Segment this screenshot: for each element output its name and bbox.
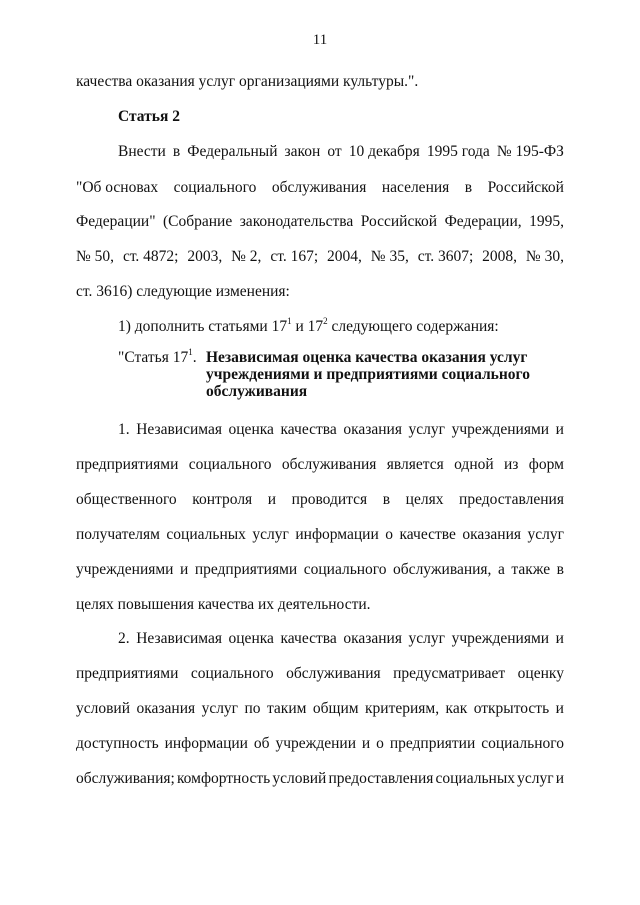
word: таким bbox=[266, 700, 307, 717]
word: общим bbox=[312, 700, 359, 717]
word: и bbox=[555, 630, 564, 647]
new-article-title-line-2: учреждениями и предприятиями социального bbox=[206, 366, 530, 383]
word: оказания bbox=[462, 526, 521, 543]
word: условий bbox=[272, 770, 327, 787]
word: ст. 167; bbox=[270, 248, 319, 265]
word: предоставления bbox=[459, 491, 564, 508]
word: обслуживания; bbox=[76, 770, 175, 787]
word: оценка bbox=[228, 421, 274, 438]
word: качества bbox=[280, 421, 337, 438]
word: ст. 4872; bbox=[122, 248, 179, 265]
word: Российской bbox=[360, 213, 438, 230]
word: обслуживания, bbox=[393, 561, 492, 578]
paragraph2-line-5 bbox=[76, 769, 564, 789]
word: общественного bbox=[76, 491, 177, 508]
amendment-line bbox=[118, 317, 499, 337]
word: обслуживания bbox=[281, 456, 377, 473]
word: № 30, bbox=[525, 248, 564, 265]
amendment-sup-1: 1 bbox=[287, 316, 292, 326]
word: социальных bbox=[435, 770, 515, 787]
new-article-title-line-1: Независимая оценка качества оказания услуг bbox=[206, 349, 528, 366]
word: контроля bbox=[192, 491, 253, 508]
word: 2008, bbox=[482, 248, 518, 265]
word: и bbox=[555, 700, 564, 717]
paragraph1-line-1 bbox=[118, 420, 564, 440]
word: открытость bbox=[473, 700, 550, 717]
word: от bbox=[327, 143, 342, 160]
word: в bbox=[556, 561, 564, 578]
word: качестве bbox=[399, 526, 456, 543]
word: услуг bbox=[201, 700, 239, 717]
word: об bbox=[253, 735, 270, 752]
word: Федеральный bbox=[187, 143, 278, 160]
word: учреждениями bbox=[451, 630, 550, 647]
preamble-line-1 bbox=[118, 142, 564, 162]
amendment-prefix: 1) дополнить статьями 17 bbox=[118, 318, 288, 335]
new-article-label bbox=[118, 349, 197, 366]
word: "Об основах bbox=[76, 179, 159, 196]
word: одной bbox=[454, 456, 494, 473]
word: № 35, bbox=[370, 248, 409, 265]
word: оказания bbox=[136, 700, 196, 717]
word: услуг bbox=[252, 526, 289, 543]
word: о bbox=[376, 735, 384, 752]
word: по bbox=[244, 700, 261, 717]
preamble-line-4 bbox=[76, 247, 564, 267]
word: как bbox=[445, 700, 468, 717]
word: услуг bbox=[517, 770, 554, 787]
word: обслуживания bbox=[271, 179, 367, 196]
new-article-label-sup: 1 bbox=[188, 347, 193, 357]
word: оценку bbox=[517, 665, 564, 682]
word: 2003, bbox=[187, 248, 223, 265]
word: № 195-ФЗ bbox=[496, 143, 564, 160]
word: предприятии bbox=[389, 735, 476, 752]
word: оценка bbox=[228, 630, 274, 647]
word: информации bbox=[295, 526, 379, 543]
preamble-line-3 bbox=[76, 212, 564, 232]
word: социального bbox=[303, 561, 387, 578]
article-heading: Статья 2 bbox=[118, 108, 180, 125]
word: Федерации, bbox=[444, 213, 522, 230]
word: обслуживания bbox=[286, 665, 381, 682]
word: социальных bbox=[166, 526, 246, 543]
word: информации bbox=[164, 735, 248, 752]
word: № 2, bbox=[231, 248, 262, 265]
paragraph2-line-2 bbox=[76, 664, 564, 684]
word: Независимая bbox=[136, 630, 222, 647]
word: качества bbox=[280, 630, 337, 647]
word: социального bbox=[173, 179, 257, 196]
word: (Собрание bbox=[162, 213, 233, 230]
word: о bbox=[385, 526, 393, 543]
word: услуг bbox=[408, 421, 446, 438]
paragraph1-line-6: целях повышения качества их деятельности. bbox=[76, 596, 371, 613]
word: Внести bbox=[118, 143, 166, 160]
word: № 50, bbox=[76, 248, 115, 265]
word: Российской bbox=[487, 179, 564, 196]
new-article-title-line-3: обслуживания bbox=[206, 383, 308, 400]
word: критериям, bbox=[365, 700, 440, 717]
word: в bbox=[382, 491, 391, 508]
word: предусматривает bbox=[393, 665, 506, 682]
word: 1995, bbox=[529, 213, 564, 230]
word: проводится bbox=[291, 491, 368, 508]
word: условий bbox=[76, 700, 131, 717]
word: учреждениями bbox=[76, 561, 174, 578]
word: 2004, bbox=[327, 248, 362, 265]
word: населения bbox=[381, 179, 450, 196]
word: предприятиями bbox=[76, 665, 179, 682]
paragraph1-line-4 bbox=[76, 525, 564, 545]
word: учреждениями bbox=[451, 421, 550, 438]
word: доступность bbox=[76, 735, 159, 752]
paragraph2-line-4 bbox=[76, 734, 564, 754]
paragraph1-line-3 bbox=[76, 490, 564, 510]
word: а bbox=[497, 561, 505, 578]
preamble-line-5: ст. 3616) следующие изменения: bbox=[76, 283, 290, 300]
word: целях bbox=[405, 491, 444, 508]
word: оказания bbox=[343, 630, 402, 647]
word: ст. 3607; bbox=[417, 248, 474, 265]
word: получателям bbox=[76, 526, 160, 543]
word: предприятиями bbox=[76, 456, 179, 473]
word: предоставления bbox=[328, 770, 434, 787]
word: 10 декабря bbox=[348, 143, 420, 160]
word: Независимая bbox=[136, 421, 222, 438]
word: и bbox=[267, 491, 277, 508]
new-article-label-text: "Статья 17 bbox=[118, 349, 189, 366]
new-article-title bbox=[206, 349, 530, 400]
word: учреждении bbox=[275, 735, 356, 752]
word: является bbox=[386, 456, 444, 473]
word: и bbox=[555, 770, 564, 787]
word: из bbox=[504, 456, 519, 473]
word: и bbox=[555, 421, 564, 438]
word: 1. bbox=[118, 421, 130, 438]
word: социального bbox=[190, 665, 274, 682]
word: и bbox=[180, 561, 189, 578]
word: и bbox=[361, 735, 371, 752]
word: социального bbox=[481, 735, 564, 752]
new-article-label-end: . bbox=[192, 349, 197, 366]
amendment-middle: и 17 bbox=[291, 318, 324, 335]
page-number: 11 bbox=[312, 32, 328, 48]
intro-line: качества оказания услуг организациями культуры.". bbox=[76, 73, 419, 90]
word: услуг bbox=[527, 526, 564, 543]
amendment-suffix: следующего содержания: bbox=[327, 318, 499, 335]
word: 2. bbox=[118, 630, 130, 647]
word: закон bbox=[284, 143, 321, 160]
word: социального bbox=[188, 456, 272, 473]
word: услуг bbox=[408, 630, 446, 647]
word: форм bbox=[528, 456, 564, 473]
word: предприятиями bbox=[194, 561, 298, 578]
preamble-line-2 bbox=[76, 178, 564, 198]
amendment-sup-2: 2 bbox=[323, 316, 328, 326]
word: законодательства bbox=[239, 213, 354, 230]
word: в bbox=[172, 143, 181, 160]
paragraph2-line-1 bbox=[118, 629, 564, 649]
paragraph1-line-2 bbox=[76, 455, 564, 475]
word: в bbox=[464, 179, 473, 196]
word: также bbox=[511, 561, 551, 578]
word: Федерации" bbox=[76, 213, 156, 230]
word: комфортность bbox=[176, 770, 271, 787]
paragraph2-line-3 bbox=[76, 699, 564, 719]
word: оказания bbox=[343, 421, 402, 438]
word: 1995 года bbox=[426, 143, 490, 160]
paragraph1-line-5 bbox=[76, 560, 564, 580]
